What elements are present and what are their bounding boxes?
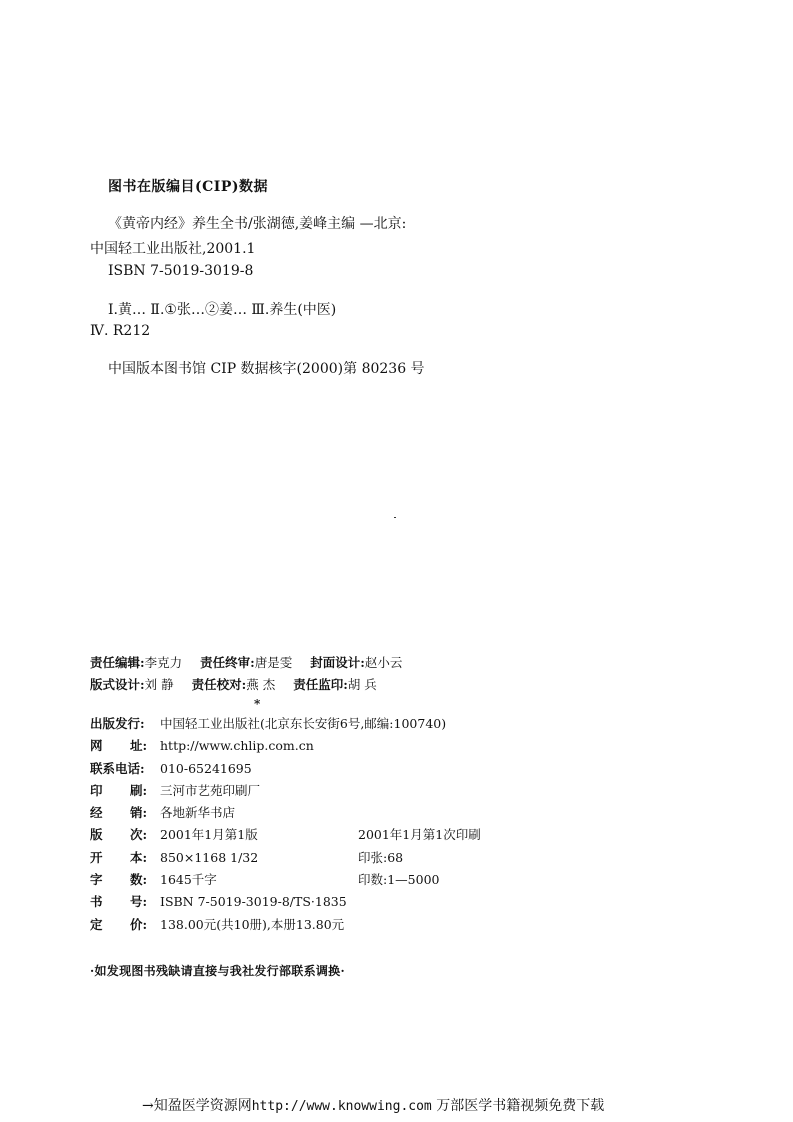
credit-value: 赵小云 [364,655,403,670]
info-value: 850×1168 1/32 [160,849,259,865]
info-row-price: 定 价: 138.00元(共10册),本册13.80元 [90,914,446,936]
website-link[interactable]: http://www.chlip.com.cn [160,738,314,754]
info-row-format: 开 本: 850×1168 1/32 印张:68 [90,847,446,869]
credit-label: 责任校对: [191,677,247,692]
info-key: 定 [90,916,103,932]
cip-record-number: 中国版本图书馆 CIP 数据核字(2000)第 80236 号 [108,361,425,377]
info-value: 中国轻工业出版社(北京东长安街6号,邮编:100740) [160,716,447,731]
separator-asterisk: * [254,697,261,711]
info-row-word-count: 字 数: 1645千字 印数:1—5000 [90,869,446,891]
cip-subject-line: Ⅰ.黄… Ⅱ.①张…②姜… Ⅲ.养生(中医) [108,302,337,318]
footer-site-name: 知盈医学资源网 [153,1098,252,1114]
cip-isbn-line: ISBN 7-5019-3019-8 [108,263,254,279]
info-key: 出版发行 [90,716,141,731]
info-value: 1645千字 [160,872,217,888]
info-row-website: 网 址: http://www.chlip.com.cn [90,735,446,757]
credit-value: 刘 静 [144,677,174,692]
info-value: 2001年1月第1版 [160,827,258,843]
info-value: 138.00元(共10册),本册13.80元 [160,916,345,932]
cip-publisher-line: 中国轻工业出版社,2001.1 [90,241,256,257]
info-key: 网 [90,738,103,754]
credit-label: 版式设计: [90,677,145,692]
credit-label: 责任编辑: [90,655,145,670]
info-key: 经 [90,805,103,821]
info-value: 三河市艺苑印刷厂 [160,782,261,798]
defect-notice: ·如发现图书残缺请直接与我社发行部联系调换· [90,964,345,978]
info-row-distributor: 经 销: 各地新华书店 [90,802,446,824]
credits-row [90,652,402,674]
arrow-icon: → [142,1098,154,1114]
publication-info [90,713,481,936]
info-key: 联系电话 [90,760,141,776]
cip-classification-line: Ⅳ. R212 [90,323,151,339]
info-row-edition: 版 次: 2001年1月第1版 2001年1月第1次印刷 [90,824,446,846]
info-value-secondary: 印数:1—5000 [358,872,440,888]
footer-tagline: 万部医学书籍视频免费下载 [431,1098,605,1114]
credit-value: 燕 杰 [246,677,276,692]
info-value-secondary: 2001年1月第1次印刷 [358,827,481,843]
credit-label: 责任终审: [200,655,255,670]
info-row-publisher: 出版发行: 中国轻工业出版社(北京东长安街6号,邮编:100740) [90,713,446,735]
info-row-phone: 联系电话: 010-65241695 [90,758,446,780]
info-row-printer: 印 刷: 三河市艺苑印刷厂 [90,780,446,802]
info-value: 各地新华书店 [160,805,236,821]
credit-value: 唐是雯 [254,655,293,670]
info-key: 印 [90,782,103,798]
info-value-secondary: 印张:68 [358,849,404,865]
info-value: 010-65241695 [160,760,252,776]
info-key: 字 [90,872,103,888]
info-key: 开 [90,849,103,865]
info-value: ISBN 7-5019-3019-8/TS·1835 [160,894,347,910]
credit-value: 胡 兵 [347,677,377,692]
info-key: 版 [90,827,103,843]
footer-url-link[interactable]: http://www.knowwing.com [251,1099,432,1114]
info-row-book-number: 书 号: ISBN 7-5019-3019-8/TS·1835 [90,891,446,913]
credits-block [90,652,402,696]
credit-value: 李克力 [144,655,183,670]
credits-row [90,674,402,696]
credit-label: 封面设计: [310,655,365,670]
scan-speck [394,517,396,518]
footer-watermark [142,1095,604,1115]
cip-book-title-line: 《黄帝内经》养生全书/张湖德,姜峰主编 —北京: [108,216,407,232]
info-key: 书 [90,894,103,910]
credit-label: 责任监印: [293,677,348,692]
cip-title: 图书在版编目(CIP)数据 [108,179,268,195]
